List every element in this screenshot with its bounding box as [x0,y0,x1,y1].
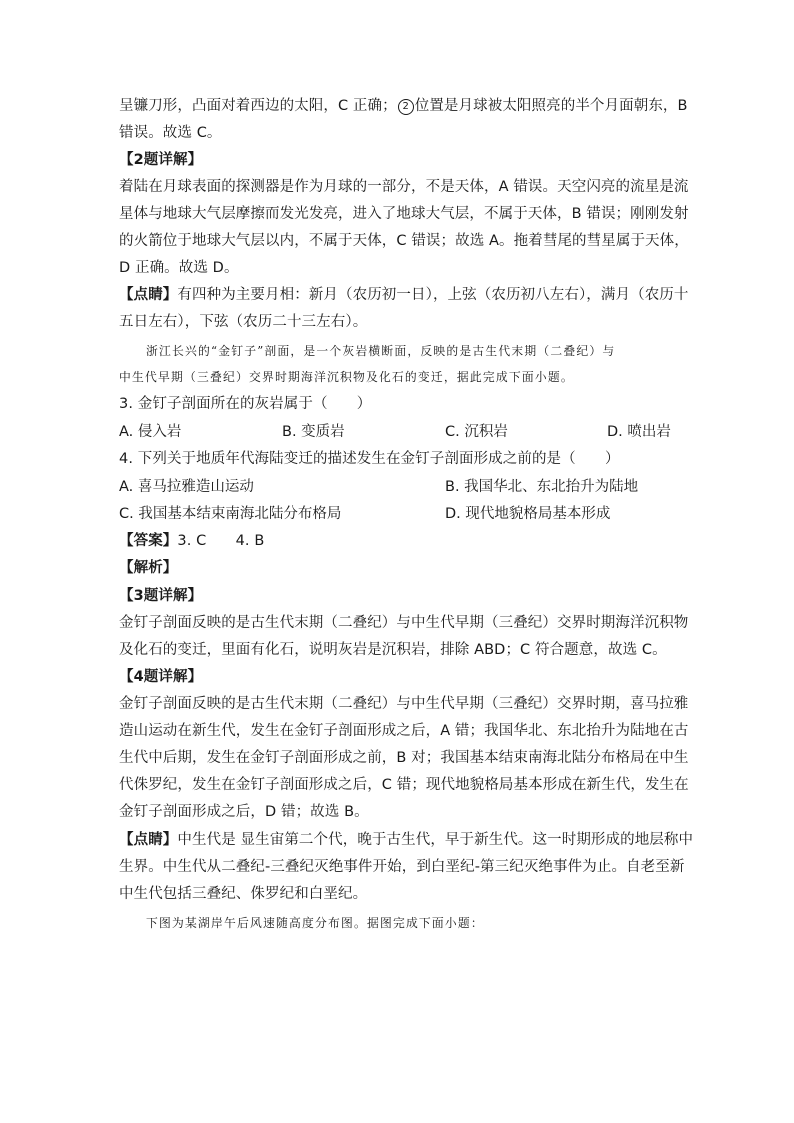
paragraph-line: 生界。中生代从二叠纪-三叠纪灭绝事件开始，到白垩纪-第三纪灭绝事件为止。自老至新 [119,859,685,875]
q2-detail-heading: 【2题详解】 [119,152,203,168]
text-segment: 中生代是 显生宙第二个代，晚于古生代，早于新生代。这一时期形成的地层称中 [177,832,694,848]
q4-detail-heading: 【4题详解】 [119,669,203,685]
paragraph-line: 错误。故选 C。 [119,125,222,141]
answer-label: 【答案】 [119,533,178,549]
q3-option-c: C. 沉积岩 [445,424,508,440]
tip-label: 【点睛】 [119,287,178,303]
paragraph-line: 生代中后期，发生在金钉子剖面形成之前，B 对；我国基本结束南海北陆分布格局在中生 [119,750,689,766]
paragraph-line: 着陆在月球表面的探测器是作为月球的一部分，不是天体，A 错误。天空闪亮的流星是流 [119,179,689,195]
question-3-stem: 3. 金钉子剖面所在的灰岩属于（ ） [119,396,372,412]
paragraph-line: 金钉子剖面形成之后，D 错；故选 B。 [119,804,369,820]
paragraph-line: D 正确。故选 D。 [119,260,239,276]
q3-detail-heading: 【3题详解】 [119,588,203,604]
paragraph-line: 的火箭位于地球大气层以内，不属于天体，C 错误；故选 A。拖着彗尾的彗星属于天体， [119,233,689,249]
q3-option-b: B. 变质岩 [282,424,345,440]
paragraph-line: 中生代包括三叠纪、侏罗纪和白垩纪。 [119,886,368,902]
q4-option-b: B. 我国华北、东北抬升为陆地 [445,479,639,495]
paragraph-line [119,96,688,116]
tip-line [119,830,693,850]
intro-line: 中生代早期（三叠纪）交界时期海洋沉积物及化石的变迁，据此完成下面小题。 [119,370,574,384]
paragraph-line: 五日左右），下弦（农历二十三左右）。 [119,314,368,330]
intro-line: 下图为某湖岸午后风速随高度分布图。据图完成下面小题： [146,916,484,930]
circled-number: 2 [398,99,414,115]
paragraph-line: 金钉子剖面反映的是古生代末期（二叠纪）与中生代早期（三叠纪）交界时期，喜马拉雅 [119,696,689,712]
tip-line [119,285,689,305]
q4-option-c: C. 我国基本结束南海北陆分布格局 [119,506,342,522]
q4-option-a: A. 喜马拉雅造山运动 [119,479,254,495]
question-4-stem: 4. 下列关于地质年代海陆变迁的描述发生在金钉子剖面形成之前的是（ ） [119,451,620,467]
paragraph-line: 及化石的变迁，里面有化石，说明灰岩是沉积岩，排除 ABD；C 符合题意，故选 C。 [119,642,667,658]
paragraph-line: 代侏罗纪，发生在金钉子剖面形成之后，C 错；现代地貌格局基本形成在新生代，发生在 [119,777,689,793]
q3-option-d: D. 喷出岩 [607,424,671,440]
paragraph-line: 金钉子剖面反映的是古生代末期（二叠纪）与中生代早期（三叠纪）交界时期海洋沉积物 [119,615,689,631]
paragraph-line: 星体与地球大气层摩擦而发光发亮，进入了地球大气层，不属于天体，B 错误；刚刚发射 [119,206,689,222]
answer-text: 3. C 4. B [177,533,265,549]
text-segment: 位置是月球被太阳照亮的半个月面朝东，B [414,98,688,114]
paragraph-line: 造山运动在新生代，发生在金钉子剖面形成之后，A 错；我国华北、东北抬升为陆地在古 [119,723,689,739]
tip-label: 【点睛】 [119,832,178,848]
text-segment: 呈镰刀形，凸面对着西边的太阳，C 正确； [119,98,397,114]
intro-line: 浙江长兴的“金钉子”剖面，是一个灰岩横断面，反映的是古生代末期（二叠纪）与 [146,344,616,358]
q4-option-d: D. 现代地貌格局基本形成 [445,506,611,522]
q3-option-a: A. 侵入岩 [119,424,182,440]
text-segment: 有四种为主要月相：新月（农历初一日），上弦（农历初八左右），满月（农历十 [177,287,689,303]
analysis-heading: 【解析】 [119,560,178,576]
answer-line [119,531,264,551]
